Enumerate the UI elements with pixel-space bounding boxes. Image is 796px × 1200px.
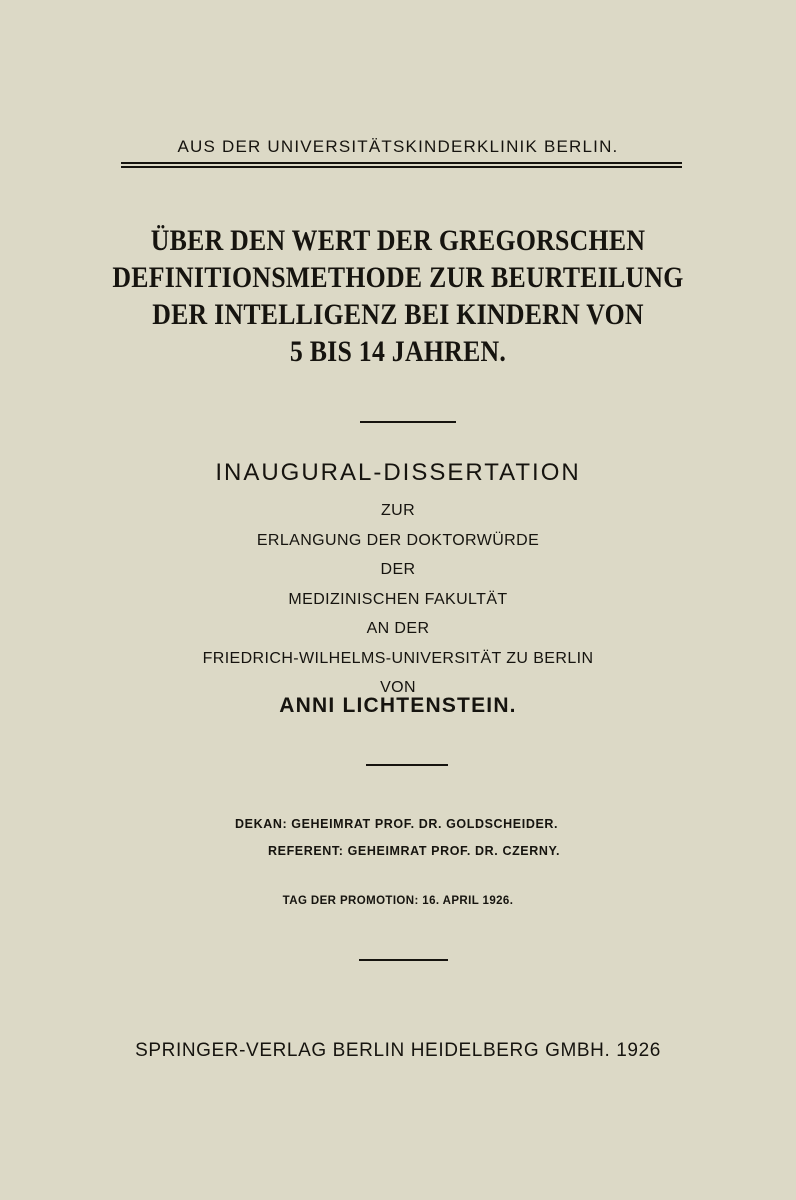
- referee-line: REFERENT: GEHEIMRAT PROF. DR. CZERNY.: [268, 844, 561, 858]
- purpose-line-5: AN DER: [366, 620, 430, 637]
- purpose-line-1: ZUR: [380, 502, 416, 519]
- divider-rule-3: [359, 959, 448, 961]
- divider-rule-2: [366, 764, 448, 766]
- dissertation-purpose: [0, 496, 796, 703]
- author-name: ANNI LICHTENSTEIN.: [279, 694, 517, 717]
- purpose-line-6: FRIEDRICH-WILHELMS-UNIVERSITÄT ZU BERLIN: [202, 649, 594, 667]
- dissertation-heading: INAUGURAL-DISSERTATION: [215, 459, 581, 486]
- purpose-line-7: VON: [380, 679, 416, 696]
- title-line-3: DER INTELLIGENZ BEI KINDERN VON: [152, 298, 644, 331]
- publisher-imprint: SPRINGER-VERLAG BERLIN HEIDELBERG GMBH. 1926: [135, 1040, 661, 1061]
- promotion-date: TAG DER PROMOTION: 16. APRIL 1926.: [282, 895, 514, 907]
- title-line-2: DEFINITIONSMETHODE ZUR BEURTEILUNG: [112, 261, 684, 294]
- purpose-line-2: ERLANGUNG DER DOKTORWÜRDE: [256, 531, 540, 549]
- purpose-line-3: DER: [380, 561, 416, 578]
- title-line-4: 5 BIS 14 JAHREN.: [289, 335, 507, 368]
- institute-heading: AUS DER UNIVERSITÄTSKINDERKLINIK BERLIN.: [177, 137, 619, 156]
- purpose-line-4: MEDIZINISCHEN FAKULTÄT: [288, 590, 508, 608]
- dean-line: DEKAN: GEHEIMRAT PROF. DR. GOLDSCHEIDER.: [235, 817, 559, 831]
- title-line-1: ÜBER DEN WERT DER GREGORSCHEN: [150, 224, 646, 257]
- divider-rule-1: [360, 421, 456, 423]
- header-rule-top: [121, 162, 682, 164]
- dissertation-title: [0, 222, 796, 370]
- header-rule-bottom: [121, 166, 682, 168]
